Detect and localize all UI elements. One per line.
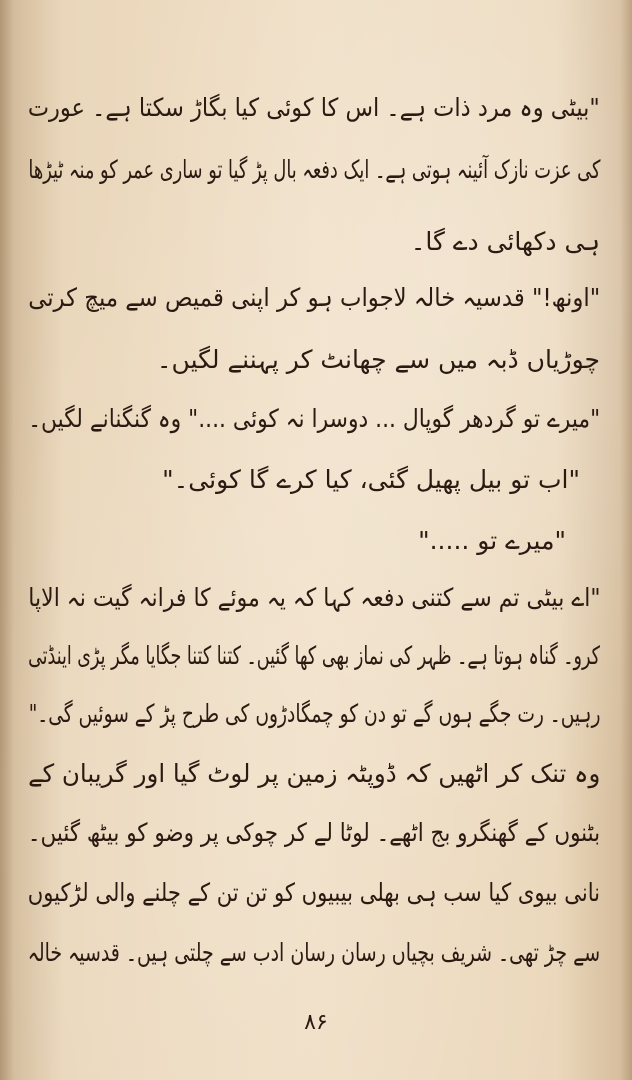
text-line: رہیں۔ رت جگے ہوں گے تو دن کو چمگادڑوں کی طرح پڑ کے سوئیں گی۔" xyxy=(28,699,600,728)
text-line: سے چڑ تھی۔ شریف بچیاں رسان رسان ادب سے چلتی ہیں۔ قدسیہ خالہ xyxy=(27,938,600,967)
text-line: "اونھ!" قدسیہ خالہ لاجواب ہو کر اپنی قمیص سے میچ کرتی xyxy=(27,283,600,312)
text-line: "اب تو بیل پھیل گئی، کیا کرے گا کوئی۔" xyxy=(162,465,580,494)
page-gutter-shadow xyxy=(0,0,14,1080)
text-line: بٹنوں کے گھنگرو بج اٹھے۔ لوٹا لے کر چوکی پر وضو کو بیٹھ گئیں۔ xyxy=(27,818,600,847)
text-line: ہی دکھائی دے گا۔ xyxy=(410,227,600,256)
text-line: کی عزت نازک آئینہ ہوتی ہے۔ ایک دفعہ بال پڑ گیا تو ساری عمر کو منہ ٹیڑھا xyxy=(27,155,600,184)
page-number: ۸۶ xyxy=(304,1010,328,1035)
text-line: وہ تنک کر اٹھیں کہ ڈوپٹہ زمین پر لوٹ گیا اور گریبان کے xyxy=(27,759,600,788)
text-line: نانی بیوی کیا سب ہی بھلی بیبیوں کو تن تن کے چلنے والی لڑکیوں xyxy=(27,878,600,907)
text-line: کرو۔ گناہ ہوتا ہے۔ ظہر کی نماز بھی کھا گئیں۔ کتنا کتنا جگایا مگر پڑی اینڈتی xyxy=(28,641,600,670)
page-edge-shadow xyxy=(620,0,632,1080)
text-line: چوڑیاں ڈبہ میں سے چھانٹ کر پہننے لگیں۔ xyxy=(156,345,600,374)
text-line: "میرے تو ....." xyxy=(418,526,566,555)
text-line: "اے بیٹی تم سے کتنی دفعہ کہا کہ یہ موئے کا فرانہ گیت نہ الاپا xyxy=(27,583,600,612)
text-line: "میرے تو گردھر گوپال ... دوسرا نہ کوئی ...." وہ گنگنانے لگیں۔ xyxy=(28,404,600,433)
text-line: "بیٹی وہ مرد ذات ہے۔ اس کا کوئی کیا بگاڑ سکتا ہے۔ عورت xyxy=(28,93,600,122)
